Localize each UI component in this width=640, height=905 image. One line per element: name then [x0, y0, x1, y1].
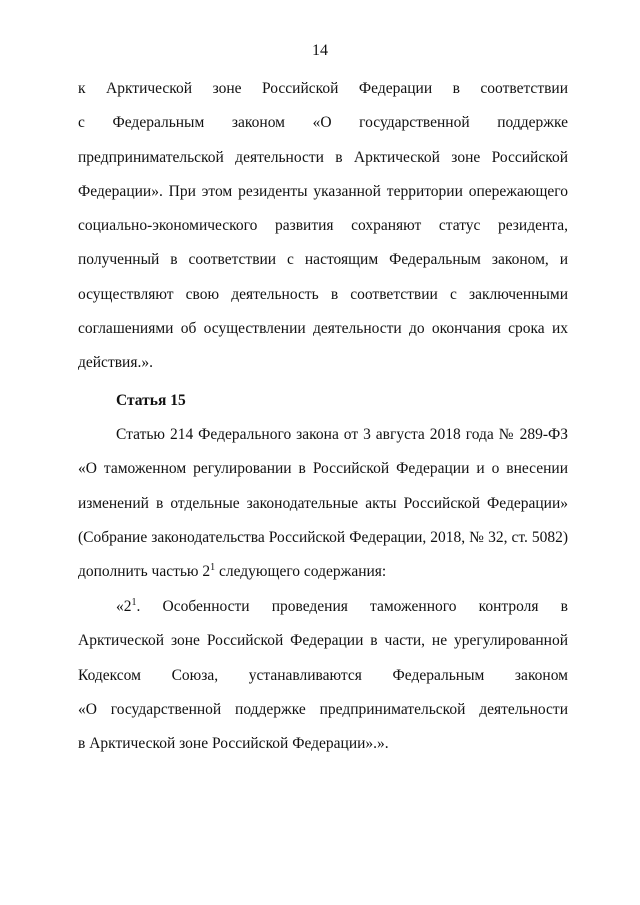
- text-line: «О государственной поддержке предпринимательской деятельности: [78, 700, 568, 718]
- text-fragment: . Особенности проведения таможенного контроля в: [136, 598, 568, 615]
- paragraph-continuation: [78, 72, 568, 381]
- article-paragraph: [78, 418, 568, 589]
- text-fragment: дополнить частью 2: [78, 563, 211, 581]
- page-number: 14: [312, 42, 328, 59]
- article-heading: Статья 15: [116, 392, 186, 409]
- text-line: Федерации». При этом резиденты указанной территории опережающего: [78, 182, 568, 200]
- text-line: «О таможенном регулировании в Российской Федерации и о внесении: [78, 460, 568, 478]
- superscript: 1: [131, 597, 137, 608]
- text-line: (Собрание законодательства Российской Федерации, 2018, № 32, ст. 5082): [78, 528, 568, 546]
- text-fragment: «2: [116, 598, 132, 615]
- text-line: соглашениями об осуществлении деятельности до окончания срока их: [78, 320, 568, 338]
- text-line: [78, 555, 568, 589]
- text-line: Арктической зоне Российской Федерации в части, не урегулированной: [78, 632, 568, 650]
- text-line: [78, 590, 568, 624]
- text-line: осуществляют свою деятельность в соответствии с заключенными: [78, 285, 568, 303]
- text-line: полученный в соответствии с настоящим Федеральным законом, и: [78, 251, 568, 269]
- text-line: в Арктической зоне Российской Федерации».».: [78, 735, 389, 753]
- text-fragment: следующего содержания:: [215, 563, 387, 581]
- text-line: предпринимательской деятельности в Арктической зоне Российской: [78, 148, 568, 166]
- text-line: к Арктической зоне Российской Федерации в соответствии: [78, 80, 568, 97]
- text-line: с Федеральным законом «О государственной поддержке: [78, 114, 568, 132]
- text-line: Статью 214 Федерального закона от 3 августа 2018 года № 289-ФЗ: [116, 426, 568, 443]
- superscript: 1: [210, 562, 216, 574]
- text-line: Кодексом Союза, устанавливаются Федеральным законом: [78, 666, 568, 684]
- text-line: действия.».: [78, 354, 153, 372]
- quoted-amendment: [78, 590, 568, 761]
- text-line: изменений в отдельные законодательные акты Российской Федерации»: [78, 494, 568, 512]
- text-line: социально-экономического развития сохраняют статус резидента,: [78, 217, 568, 235]
